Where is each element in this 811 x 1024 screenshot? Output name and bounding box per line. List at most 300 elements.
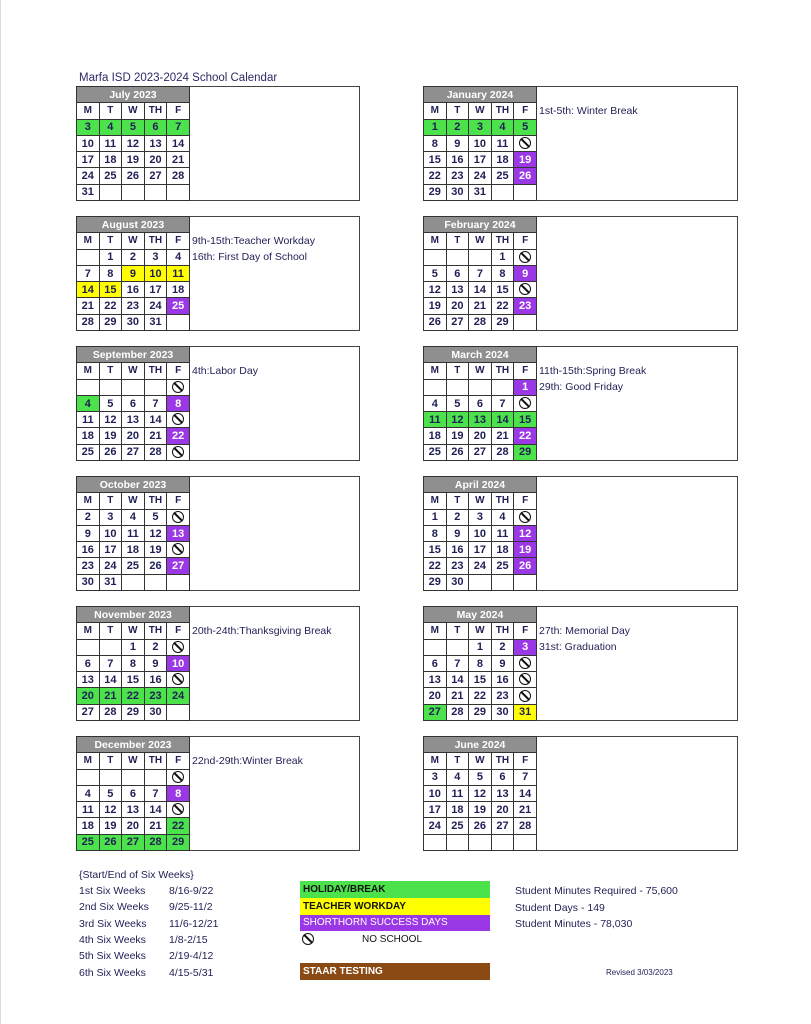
month-note: 4th:Labor Day bbox=[192, 365, 258, 377]
day-cell: 12 bbox=[144, 525, 167, 541]
weekday-header: F bbox=[167, 233, 190, 249]
day-cell: 1 bbox=[424, 509, 447, 525]
day-cell: 22 bbox=[424, 558, 447, 574]
day-cell: 4 bbox=[167, 249, 190, 265]
day-cell: 20 bbox=[122, 428, 145, 444]
day-cell: 25 bbox=[122, 558, 145, 574]
month-title: February 2024 bbox=[424, 217, 537, 233]
day-cell: 29 bbox=[424, 184, 447, 200]
day-cell: 8 bbox=[424, 525, 447, 541]
day-cell: 4 bbox=[77, 785, 100, 801]
day-cell: 10 bbox=[99, 525, 122, 541]
day-cell: 24 bbox=[469, 558, 492, 574]
day-cell: 21 bbox=[144, 428, 167, 444]
six-weeks-row bbox=[79, 950, 214, 963]
day-cell: 24 bbox=[424, 818, 447, 834]
weekday-header: M bbox=[424, 623, 447, 639]
empty-cell bbox=[491, 574, 514, 590]
day-cell: 14 bbox=[491, 412, 514, 428]
day-cell: 17 bbox=[144, 282, 167, 298]
day-cell: 26 bbox=[514, 168, 537, 184]
day-cell: 13 bbox=[122, 412, 145, 428]
no-school-day-cell bbox=[514, 135, 537, 151]
day-cell: 19 bbox=[514, 542, 537, 558]
day-cell: 17 bbox=[99, 542, 122, 558]
day-cell: 28 bbox=[491, 444, 514, 460]
day-cell: 24 bbox=[99, 558, 122, 574]
day-cell: 7 bbox=[99, 655, 122, 671]
day-cell: 15 bbox=[424, 542, 447, 558]
no-school-icon bbox=[519, 137, 531, 149]
empty-cell bbox=[446, 834, 469, 850]
day-cell: 22 bbox=[424, 168, 447, 184]
no-school-icon bbox=[172, 413, 184, 425]
month-february-2024 bbox=[423, 216, 738, 331]
day-cell: 22 bbox=[99, 298, 122, 314]
day-cell: 18 bbox=[99, 152, 122, 168]
day-cell: 25 bbox=[446, 818, 469, 834]
weekday-header: F bbox=[514, 363, 537, 379]
day-cell: 25 bbox=[491, 168, 514, 184]
month-august-2023 bbox=[76, 216, 360, 331]
day-cell: 2 bbox=[77, 509, 100, 525]
month-grid bbox=[423, 736, 537, 851]
day-cell: 26 bbox=[122, 168, 145, 184]
day-cell: 28 bbox=[77, 314, 100, 330]
month-title: January 2024 bbox=[424, 87, 537, 103]
six-weeks-row bbox=[79, 933, 208, 947]
day-cell: 24 bbox=[469, 168, 492, 184]
empty-cell bbox=[514, 184, 537, 200]
month-july-2023 bbox=[76, 86, 360, 201]
day-cell: 5 bbox=[99, 395, 122, 411]
day-cell: 14 bbox=[144, 412, 167, 428]
weekday-header: TH bbox=[491, 493, 514, 509]
day-cell: 27 bbox=[424, 704, 447, 720]
day-cell: 7 bbox=[144, 395, 167, 411]
revised-date: Revised 3/03/2023 bbox=[606, 968, 673, 977]
empty-cell bbox=[122, 769, 145, 785]
weekday-header: TH bbox=[491, 753, 514, 769]
legend-workday-label: TEACHER WORKDAY bbox=[303, 901, 406, 912]
day-cell: 7 bbox=[167, 119, 190, 135]
day-cell: 4 bbox=[424, 395, 447, 411]
day-cell: 26 bbox=[514, 558, 537, 574]
day-cell: 20 bbox=[446, 298, 469, 314]
empty-cell bbox=[122, 379, 145, 395]
day-cell: 9 bbox=[514, 265, 537, 281]
weekday-header: TH bbox=[144, 363, 167, 379]
no-school-icon bbox=[172, 381, 184, 393]
no-school-icon bbox=[519, 690, 531, 702]
six-weeks-label: 1st Six Weeks bbox=[79, 885, 146, 897]
day-cell: 6 bbox=[77, 655, 100, 671]
stat-student-days: Student Days - 149 bbox=[515, 902, 605, 914]
month-notes bbox=[191, 623, 332, 639]
day-cell: 22 bbox=[167, 428, 190, 444]
no-school-icon bbox=[172, 771, 184, 783]
weekday-header: T bbox=[99, 493, 122, 509]
day-cell: 25 bbox=[424, 444, 447, 460]
weekday-header: TH bbox=[144, 103, 167, 119]
six-weeks-range: 11/6-12/21 bbox=[169, 917, 219, 930]
month-march-2024 bbox=[423, 346, 738, 461]
day-cell: 20 bbox=[144, 152, 167, 168]
weekday-header: F bbox=[514, 493, 537, 509]
day-cell: 31 bbox=[514, 704, 537, 720]
empty-cell bbox=[144, 769, 167, 785]
no-school-day-cell bbox=[514, 249, 537, 265]
no-school-icon bbox=[172, 446, 184, 458]
no-school-icon bbox=[172, 511, 184, 523]
weekday-header: W bbox=[469, 233, 492, 249]
day-cell: 29 bbox=[514, 444, 537, 460]
day-cell: 29 bbox=[167, 834, 190, 850]
weekday-header: M bbox=[77, 493, 100, 509]
day-cell: 21 bbox=[77, 298, 100, 314]
empty-cell bbox=[167, 574, 190, 590]
day-cell: 7 bbox=[469, 265, 492, 281]
month-note: 16th: First Day of School bbox=[192, 251, 307, 264]
month-notes bbox=[538, 623, 630, 656]
day-cell: 26 bbox=[144, 558, 167, 574]
empty-cell bbox=[77, 639, 100, 655]
month-grid bbox=[76, 606, 190, 721]
day-cell: 15 bbox=[424, 152, 447, 168]
month-notes bbox=[191, 363, 258, 379]
month-notes bbox=[191, 753, 303, 769]
day-cell: 18 bbox=[491, 152, 514, 168]
day-cell: 12 bbox=[99, 412, 122, 428]
day-cell: 30 bbox=[491, 704, 514, 720]
empty-cell bbox=[77, 249, 100, 265]
weekday-header: F bbox=[167, 103, 190, 119]
legend-no-school-label: NO SCHOOL bbox=[362, 934, 423, 945]
weekday-header: T bbox=[446, 493, 469, 509]
six-weeks-range: 9/25-11/2 bbox=[169, 901, 213, 914]
weekday-header: T bbox=[99, 753, 122, 769]
day-cell: 25 bbox=[99, 168, 122, 184]
day-cell: 15 bbox=[491, 282, 514, 298]
day-cell: 8 bbox=[167, 395, 190, 411]
month-grid bbox=[76, 216, 190, 331]
day-cell: 22 bbox=[491, 298, 514, 314]
day-cell: 7 bbox=[514, 769, 537, 785]
day-cell: 16 bbox=[122, 282, 145, 298]
day-cell: 3 bbox=[144, 249, 167, 265]
six-weeks-label: 5th Six Weeks bbox=[79, 950, 146, 963]
month-title: November 2023 bbox=[77, 607, 190, 623]
empty-cell bbox=[99, 184, 122, 200]
day-cell: 10 bbox=[469, 135, 492, 151]
day-cell: 23 bbox=[77, 558, 100, 574]
month-december-2023 bbox=[76, 736, 360, 851]
day-cell: 16 bbox=[446, 542, 469, 558]
month-january-2024 bbox=[423, 86, 738, 201]
empty-cell bbox=[424, 379, 447, 395]
day-cell: 27 bbox=[144, 168, 167, 184]
day-cell: 8 bbox=[491, 265, 514, 281]
no-school-day-cell bbox=[167, 509, 190, 525]
month-grid bbox=[423, 346, 537, 461]
empty-cell bbox=[491, 379, 514, 395]
no-school-icon bbox=[519, 397, 531, 409]
weekday-header: M bbox=[424, 233, 447, 249]
no-school-icon bbox=[302, 933, 314, 945]
day-cell: 23 bbox=[491, 688, 514, 704]
empty-cell bbox=[122, 574, 145, 590]
day-cell: 13 bbox=[491, 785, 514, 801]
day-cell: 23 bbox=[122, 298, 145, 314]
day-cell: 18 bbox=[424, 428, 447, 444]
month-title: October 2023 bbox=[77, 477, 190, 493]
day-cell: 19 bbox=[424, 298, 447, 314]
day-cell: 15 bbox=[99, 282, 122, 298]
day-cell: 16 bbox=[144, 672, 167, 688]
weekday-header: M bbox=[424, 753, 447, 769]
no-school-icon bbox=[172, 641, 184, 653]
empty-cell bbox=[446, 249, 469, 265]
month-november-2023 bbox=[76, 606, 360, 721]
day-cell: 19 bbox=[144, 542, 167, 558]
no-school-day-cell bbox=[167, 672, 190, 688]
day-cell: 6 bbox=[446, 265, 469, 281]
day-cell: 8 bbox=[167, 785, 190, 801]
weekday-header: F bbox=[167, 363, 190, 379]
day-cell: 28 bbox=[99, 704, 122, 720]
day-cell: 27 bbox=[469, 444, 492, 460]
day-cell: 4 bbox=[446, 769, 469, 785]
day-cell: 15 bbox=[122, 672, 145, 688]
day-cell: 19 bbox=[99, 428, 122, 444]
month-october-2023 bbox=[76, 476, 360, 591]
day-cell: 11 bbox=[167, 265, 190, 281]
day-cell: 17 bbox=[77, 152, 100, 168]
day-cell: 31 bbox=[99, 574, 122, 590]
weekday-header: M bbox=[424, 363, 447, 379]
day-cell: 14 bbox=[99, 672, 122, 688]
day-cell: 8 bbox=[469, 655, 492, 671]
day-cell: 11 bbox=[424, 412, 447, 428]
legend-holiday-label: HOLIDAY/BREAK bbox=[303, 884, 386, 895]
day-cell: 25 bbox=[491, 558, 514, 574]
six-weeks-label: 3rd Six Weeks bbox=[79, 917, 147, 930]
no-school-icon bbox=[519, 657, 531, 669]
weekday-header: W bbox=[122, 233, 145, 249]
six-weeks-row bbox=[79, 901, 213, 914]
day-cell: 8 bbox=[99, 265, 122, 281]
weekday-header: T bbox=[446, 363, 469, 379]
empty-cell bbox=[514, 314, 537, 330]
day-cell: 21 bbox=[514, 802, 537, 818]
day-cell: 11 bbox=[77, 412, 100, 428]
weekday-header: T bbox=[99, 233, 122, 249]
stat-minutes-required: Student Minutes Required - 75,600 bbox=[515, 885, 678, 897]
weekday-header: F bbox=[514, 233, 537, 249]
month-notes bbox=[191, 233, 315, 266]
month-grid bbox=[76, 736, 190, 851]
day-cell: 19 bbox=[99, 818, 122, 834]
day-cell: 18 bbox=[77, 428, 100, 444]
weekday-header: T bbox=[99, 103, 122, 119]
day-cell: 26 bbox=[469, 818, 492, 834]
weekday-header: T bbox=[99, 623, 122, 639]
no-school-day-cell bbox=[167, 802, 190, 818]
day-cell: 23 bbox=[446, 168, 469, 184]
day-cell: 27 bbox=[491, 818, 514, 834]
six-weeks-title: {Start/End of Six Weeks} bbox=[79, 869, 194, 881]
six-weeks-label: 4th Six Weeks bbox=[79, 933, 146, 946]
empty-cell bbox=[122, 184, 145, 200]
no-school-day-cell bbox=[167, 412, 190, 428]
empty-cell bbox=[167, 184, 190, 200]
day-cell: 28 bbox=[167, 168, 190, 184]
legend-shorthorn-success-days bbox=[300, 915, 490, 931]
day-cell: 30 bbox=[446, 184, 469, 200]
day-cell: 10 bbox=[144, 265, 167, 281]
day-cell: 3 bbox=[469, 509, 492, 525]
no-school-day-cell bbox=[514, 395, 537, 411]
day-cell: 26 bbox=[446, 444, 469, 460]
month-note: 29th: Good Friday bbox=[539, 381, 624, 394]
day-cell: 22 bbox=[514, 428, 537, 444]
no-school-icon bbox=[519, 511, 531, 523]
month-grid bbox=[76, 476, 190, 591]
day-cell: 20 bbox=[424, 688, 447, 704]
month-grid bbox=[423, 216, 537, 331]
day-cell: 18 bbox=[446, 802, 469, 818]
day-cell: 13 bbox=[446, 282, 469, 298]
day-cell: 30 bbox=[446, 574, 469, 590]
empty-cell bbox=[99, 769, 122, 785]
day-cell: 17 bbox=[469, 542, 492, 558]
month-note: 31st: Graduation bbox=[539, 641, 617, 654]
empty-cell bbox=[99, 379, 122, 395]
day-cell: 9 bbox=[122, 265, 145, 281]
day-cell: 13 bbox=[424, 672, 447, 688]
day-cell: 3 bbox=[99, 509, 122, 525]
day-cell: 13 bbox=[122, 802, 145, 818]
day-cell: 24 bbox=[77, 168, 100, 184]
six-weeks-row bbox=[79, 917, 219, 931]
day-cell: 2 bbox=[122, 249, 145, 265]
day-cell: 14 bbox=[446, 672, 469, 688]
no-school-icon bbox=[519, 673, 531, 685]
day-cell: 6 bbox=[469, 395, 492, 411]
weekday-header: M bbox=[77, 103, 100, 119]
day-cell: 21 bbox=[167, 152, 190, 168]
no-school-day-cell bbox=[167, 542, 190, 558]
legend-staar-testing bbox=[300, 963, 490, 980]
day-cell: 20 bbox=[122, 818, 145, 834]
day-cell: 23 bbox=[514, 298, 537, 314]
day-cell: 21 bbox=[144, 818, 167, 834]
weekday-header: W bbox=[469, 753, 492, 769]
six-weeks-range: 4/15-5/31 bbox=[169, 966, 214, 979]
day-cell: 16 bbox=[446, 152, 469, 168]
month-note: 27th: Memorial Day bbox=[539, 625, 631, 637]
day-cell: 10 bbox=[424, 785, 447, 801]
month-note: 11th-15th:Spring Break bbox=[539, 365, 647, 377]
month-september-2023 bbox=[76, 346, 360, 461]
day-cell: 8 bbox=[424, 135, 447, 151]
empty-cell bbox=[77, 379, 100, 395]
day-cell: 28 bbox=[144, 444, 167, 460]
weekday-header: W bbox=[469, 623, 492, 639]
day-cell: 29 bbox=[491, 314, 514, 330]
day-cell: 27 bbox=[167, 558, 190, 574]
month-title: March 2024 bbox=[424, 347, 537, 363]
month-notes bbox=[538, 103, 638, 119]
day-cell: 27 bbox=[122, 444, 145, 460]
day-cell: 14 bbox=[514, 785, 537, 801]
weekday-header: W bbox=[469, 103, 492, 119]
weekday-header: M bbox=[424, 493, 447, 509]
day-cell: 13 bbox=[167, 525, 190, 541]
day-cell: 28 bbox=[469, 314, 492, 330]
day-cell: 6 bbox=[491, 769, 514, 785]
day-cell: 8 bbox=[122, 655, 145, 671]
day-cell: 1 bbox=[491, 249, 514, 265]
day-cell: 27 bbox=[77, 704, 100, 720]
day-cell: 14 bbox=[77, 282, 100, 298]
day-cell: 4 bbox=[122, 509, 145, 525]
month-note: 9th-15th:Teacher Workday bbox=[192, 235, 315, 247]
day-cell: 1 bbox=[469, 639, 492, 655]
day-cell: 29 bbox=[424, 574, 447, 590]
weekday-header: T bbox=[446, 103, 469, 119]
day-cell: 11 bbox=[99, 135, 122, 151]
month-may-2024 bbox=[423, 606, 738, 721]
day-cell: 12 bbox=[99, 802, 122, 818]
day-cell: 3 bbox=[469, 119, 492, 135]
day-cell: 25 bbox=[77, 444, 100, 460]
day-cell: 15 bbox=[514, 412, 537, 428]
no-school-day-cell bbox=[514, 282, 537, 298]
weekday-header: TH bbox=[144, 623, 167, 639]
day-cell: 7 bbox=[144, 785, 167, 801]
month-grid bbox=[76, 86, 190, 201]
empty-cell bbox=[99, 639, 122, 655]
day-cell: 22 bbox=[469, 688, 492, 704]
no-school-day-cell bbox=[514, 688, 537, 704]
day-cell: 11 bbox=[77, 802, 100, 818]
day-cell: 6 bbox=[122, 395, 145, 411]
month-notes bbox=[538, 363, 646, 396]
day-cell: 23 bbox=[446, 558, 469, 574]
weekday-header: M bbox=[424, 103, 447, 119]
weekday-header: T bbox=[446, 753, 469, 769]
day-cell: 30 bbox=[144, 704, 167, 720]
empty-cell bbox=[469, 574, 492, 590]
day-cell: 10 bbox=[77, 135, 100, 151]
day-cell: 24 bbox=[167, 688, 190, 704]
no-school-day-cell bbox=[167, 444, 190, 460]
day-cell: 28 bbox=[514, 818, 537, 834]
weekday-header: T bbox=[446, 623, 469, 639]
legend-holiday-break bbox=[300, 881, 490, 898]
day-cell: 13 bbox=[144, 135, 167, 151]
no-school-icon bbox=[172, 803, 184, 815]
day-cell: 3 bbox=[424, 769, 447, 785]
empty-cell bbox=[469, 249, 492, 265]
day-cell: 13 bbox=[469, 412, 492, 428]
weekday-header: F bbox=[167, 623, 190, 639]
no-school-icon bbox=[172, 543, 184, 555]
empty-cell bbox=[491, 184, 514, 200]
day-cell: 7 bbox=[491, 395, 514, 411]
day-cell: 2 bbox=[144, 639, 167, 655]
